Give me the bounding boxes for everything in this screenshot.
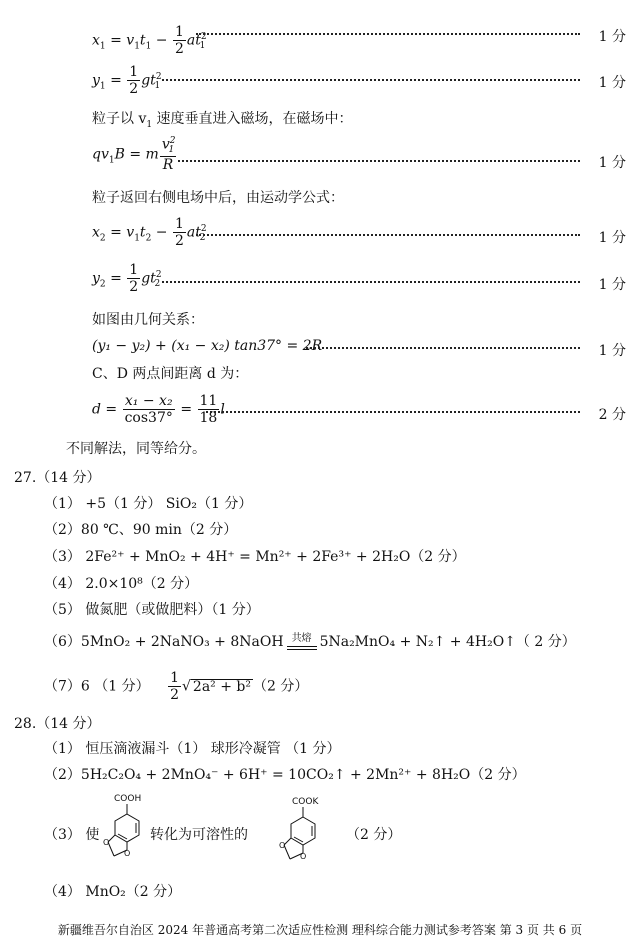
eq2-sub1: 1: [99, 81, 106, 92]
svg-text:O: O: [300, 852, 307, 861]
eq7-num2: 11: [199, 393, 218, 409]
text-line-3: [92, 112, 353, 130]
eq3-num-sup: 2: [169, 136, 176, 146]
q27-answer-6: [44, 634, 576, 650]
q28-answer-2: （2）5H₂C₂O₄ + 2MnO₄⁻ + 6H⁺ = 10CO₂↑ + 2Mn²⁺ + 8H₂O（2 分）: [44, 767, 526, 783]
molecule-cook-label: COOK: [292, 797, 319, 807]
q28-answer-1: （1） 恒压滴液漏斗（1） 球形冷凝管 （1 分）: [44, 741, 341, 757]
q27-answer-1: （1） +5（1 分） SiO₂（1 分）: [44, 496, 253, 512]
dot-leader: [178, 160, 580, 162]
eq4-lhs: x: [92, 224, 100, 241]
q28-answer-3b: 转化为可溶性的: [150, 827, 248, 843]
eq1-sub2: 1: [134, 41, 140, 52]
svg-text:O: O: [279, 841, 286, 850]
eq2-lhs: y: [92, 72, 100, 89]
eq4-num: 1: [174, 216, 184, 232]
eq1-tail: at: [186, 32, 201, 49]
q27-a7-root: 2a² + b²: [192, 678, 251, 695]
eq5-subt: 2: [154, 279, 161, 290]
q27-a7-score: （2 分）: [253, 678, 309, 695]
eq1-sub1: 1: [99, 41, 106, 52]
eq5-tail: gt: [141, 270, 156, 287]
q27-answer-5: （5） 做氮肥（或做肥料）（1 分）: [44, 602, 260, 618]
eq7-num: x₁ − x₂: [123, 393, 175, 410]
dot-leader: [196, 33, 580, 35]
equation-geometry: (y₁ − y₂) + (x₁ − x₂) tan37° = 2R: [92, 338, 323, 354]
text-line-6: C、D 两点间距离 d 为：: [92, 366, 249, 382]
q27-a6-right: 5Na₂MnO₄ + N₂↑ + 4H₂O↑（ 2 分）: [319, 634, 576, 650]
eq1-subt: 1: [199, 41, 206, 52]
eq2-tail: gt: [141, 72, 156, 89]
eq7-fraction2: [198, 393, 220, 426]
eq2-sup: 2: [155, 71, 162, 82]
text-line-4: 粒子返回右侧电场中后，由运动学公式：: [92, 190, 344, 206]
eq2-fraction: [127, 64, 140, 97]
eq2-subt: 1: [154, 81, 161, 92]
eq3-num: [160, 136, 176, 157]
dot-leader: [196, 234, 580, 236]
q27-answer-7: [44, 670, 308, 703]
eq4-sup: 2: [200, 223, 207, 234]
q27-a7-fraction: [168, 670, 181, 703]
eq5-num: 1: [129, 262, 139, 278]
eq7-den: cos37°: [124, 410, 173, 427]
eq4-eq: = v: [105, 224, 135, 241]
line3-tail: 速度垂直进入磁场，在磁场中：: [152, 111, 353, 127]
score-2: 1 分: [598, 75, 626, 91]
eq1-sup: 2: [200, 31, 207, 42]
svg-text:O: O: [124, 849, 131, 858]
dot-leader: [306, 347, 580, 349]
eq7-den2: 18: [199, 410, 218, 427]
eq1-t: t: [139, 32, 146, 49]
eq4-minus: −: [151, 224, 172, 241]
reaction-condition-label: 共熔: [291, 633, 312, 644]
eq5-den: 2: [129, 279, 139, 296]
q27-heading: 27.（14 分）: [14, 470, 101, 486]
page-footer: 新疆维吾尔自治区 2024 年普通高考第二次适应性检测 理科综合能力测试参考答案 第 3 页 共 6 页: [57, 923, 583, 937]
eq4-tail: at: [186, 224, 201, 241]
molecule-cook: [270, 793, 328, 873]
eq4-t: t: [139, 224, 146, 241]
eq3-sub1: 1: [108, 155, 115, 166]
eq4-fraction: [173, 216, 186, 249]
score-3: 1 分: [598, 155, 626, 171]
q27-a7-left: （7）6 （1 分）: [44, 678, 150, 695]
eq1-lhs: x: [92, 32, 100, 49]
equation-y1: [92, 64, 160, 97]
eq4-sub1: 2: [99, 233, 106, 244]
eq2-den: 2: [129, 81, 139, 98]
q28-heading: 28.（14 分）: [14, 716, 101, 732]
line3-sub: 1: [146, 119, 153, 130]
eq1-eq: = v: [105, 32, 135, 49]
molecule-cooh-label: COOH: [114, 794, 142, 804]
q27-a7-num: 1: [170, 670, 179, 686]
eq7-lhs: d =: [92, 401, 122, 418]
eq4-sub2: 1: [134, 233, 140, 244]
q27-a7-den: 2: [170, 687, 179, 704]
eq5-lhs: y: [92, 270, 100, 287]
line3-text: 粒子以 v: [92, 111, 147, 127]
q27-answer-3: （3） 2Fe²⁺ + MnO₂ + 4H⁺ = Mn²⁺ + 2Fe³⁺ + 2H₂O（2 分）: [44, 549, 466, 565]
eq3-den: R: [162, 156, 174, 173]
eq7-fraction: [123, 393, 175, 426]
score-7: 2 分: [598, 407, 626, 423]
eq3-num-v: v: [161, 136, 170, 153]
q27-answer-2: （2）80 ℃、90 min（2 分）: [44, 522, 238, 538]
equation-x2: [92, 216, 205, 249]
eq1-den: 2: [174, 41, 184, 58]
equation-lorentz: [92, 136, 177, 173]
svg-text:O: O: [103, 838, 110, 847]
q28-answer-4: （4） MnO₂（2 分）: [44, 884, 182, 900]
q28-answer-3a: （3） 使: [44, 827, 100, 843]
eq5-fraction: [127, 262, 140, 295]
eq7-tail: l: [220, 401, 225, 418]
reaction-condition: [287, 634, 317, 650]
score-5: 1 分: [598, 277, 626, 293]
q28-answer-3-score: （2 分）: [346, 827, 402, 843]
eq5-sup: 2: [155, 269, 162, 280]
equation-y2: [92, 262, 160, 295]
eq5-sub1: 2: [99, 279, 106, 290]
q27-a6-left: （6）5MnO₂ + 2NaNO₃ + 8NaOH: [44, 634, 284, 650]
eq4-subt: 2: [199, 233, 206, 244]
eq1-num: 1: [174, 24, 184, 40]
sqrt-icon: √: [182, 678, 191, 695]
eq1-fraction: [173, 24, 186, 57]
eq3-mid: B = m: [114, 146, 159, 163]
eq2-eq: =: [105, 72, 127, 89]
eq3-fraction: [160, 136, 176, 173]
text-line-5: 如图由几何关系：: [92, 312, 204, 328]
eq4-sub3: 2: [145, 233, 152, 244]
equation-distance: [92, 393, 225, 426]
dot-leader: [206, 411, 580, 413]
equation-x1: [92, 24, 205, 57]
dot-leader: [162, 79, 580, 81]
eq2-num: 1: [129, 64, 139, 80]
eq1-sub3: 1: [145, 41, 152, 52]
eq3-num-sub: 1: [168, 145, 175, 156]
q27-answer-4: （4） 2.0×10⁸（2 分）: [44, 576, 199, 592]
eq5-eq: =: [105, 270, 127, 287]
dot-leader: [162, 281, 580, 283]
text-line-7: 不同解法，同等给分。: [66, 441, 206, 457]
eq4-den: 2: [174, 233, 184, 250]
eq1-minus: −: [151, 32, 172, 49]
eq7-eq: =: [175, 401, 197, 418]
score-4: 1 分: [598, 230, 626, 246]
score-1: 1 分: [598, 29, 626, 45]
score-6: 1 分: [598, 343, 626, 359]
double-bar: [287, 646, 317, 650]
eq3-lhs: qv: [92, 146, 109, 163]
